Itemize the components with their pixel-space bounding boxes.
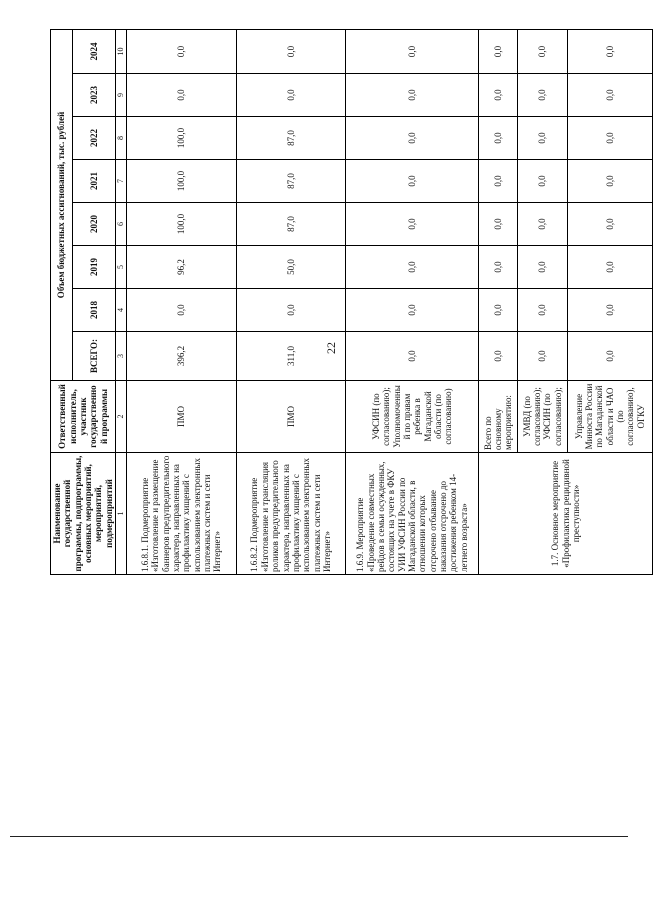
row-value: 100,0 [127, 203, 237, 246]
rotated-table-container [50, 30, 648, 575]
row-value: 0,0 [479, 289, 517, 332]
column-number: 1 [116, 453, 127, 575]
row-value: 0,0 [567, 117, 652, 160]
row-value: 0,0 [479, 29, 517, 73]
budget-table [50, 29, 653, 575]
header-executor: Ответственный исполнитель, участник государственной программы [51, 381, 116, 453]
row-value: 0,0 [479, 74, 517, 117]
row-value: 0,0 [346, 117, 479, 160]
row-value: 396,2 [127, 332, 237, 381]
row-value: 100,0 [127, 117, 237, 160]
header-year: 2020 [72, 203, 115, 246]
column-number: 2 [116, 381, 127, 453]
row-value: 50,0 [236, 246, 346, 289]
column-number: 3 [116, 332, 127, 381]
row-executor: ПМО [127, 381, 237, 453]
row-value: 100,0 [127, 160, 237, 203]
column-number: 10 [116, 29, 127, 73]
table-row [236, 29, 346, 574]
row-value: 0,0 [127, 74, 237, 117]
row-value: 87,0 [236, 203, 346, 246]
row-value: 87,0 [236, 117, 346, 160]
row-name: 1.6.8.1. Подмероприятие «Изготовление и размещение баннеров предупредительного характера, направленных на профилактику хищений с использованием электронных платежных систем и сети Интернет» [127, 453, 237, 575]
header-year: 2018 [72, 289, 115, 332]
row-value: 0,0 [479, 160, 517, 203]
row-value: 0,0 [567, 74, 652, 117]
row-value: 0,0 [517, 160, 567, 203]
page-number: 22 [324, 342, 338, 354]
row-value: 87,0 [236, 160, 346, 203]
row-value: 0,0 [346, 29, 479, 73]
row-value: 0,0 [517, 289, 567, 332]
header-year: 2021 [72, 160, 115, 203]
column-number: 7 [116, 160, 127, 203]
header-year: 2024 [72, 29, 115, 73]
document-table-area [50, 30, 648, 575]
column-number: 6 [116, 203, 127, 246]
row-executor: УФСИН (по согласованию); Уполномоченный по правам ребенка в Магаданской области (по согласованию) [346, 381, 479, 453]
header-year: ВСЕГО: [72, 332, 115, 381]
row-value: 0,0 [517, 332, 567, 381]
row-value: 0,0 [346, 160, 479, 203]
row-value: 0,0 [517, 117, 567, 160]
column-number: 5 [116, 246, 127, 289]
horizontal-rule [10, 836, 628, 837]
row-value: 96,2 [127, 246, 237, 289]
row-value: 0,0 [567, 246, 652, 289]
row-value: 0,0 [127, 289, 237, 332]
row-value: 0,0 [236, 29, 346, 73]
row-value: 0,0 [517, 74, 567, 117]
row-value: 0,0 [479, 246, 517, 289]
column-number: 8 [116, 117, 127, 160]
column-number: 9 [116, 74, 127, 117]
table-row [127, 29, 237, 574]
subrow-executor: УМВД (по согласованию); УФСИН (по согласованию); [517, 381, 567, 453]
subrow-executor: Управление Минюста России по Магаданской области и ЧАО (по согласованию), ОГКУ [567, 381, 652, 453]
table-row [346, 29, 479, 574]
row-name: 1.6.9. Мероприятие «Проведение совместных рейдов в семьи осужденных, состоящих на учете в ФКУ УИИ УФСИН России по Магаданской области, в отношении которых отсрочено отбывание наказания отсрочено до достижения ребенком 14-летнего возраста» [346, 453, 479, 575]
column-number-row [116, 29, 127, 574]
row-value: 0,0 [346, 246, 479, 289]
row-value: 311,0 [236, 332, 346, 381]
row-value: 0,0 [346, 74, 479, 117]
row-value: 0,0 [346, 289, 479, 332]
row-value: 0,0 [517, 203, 567, 246]
row-name: 1.6.8.2. Подмероприятие «Изготовление и трансляция роликов предупредительного характера, направленных на профилактику хищений с использованием электронных платежных систем и сети Интернет» [236, 453, 346, 575]
row-value: 0,0 [517, 246, 567, 289]
subrow-executor: Всего по основному мероприятию: [479, 381, 517, 453]
row-value: 0,0 [567, 203, 652, 246]
row-value: 0,0 [479, 117, 517, 160]
row-value: 0,0 [236, 289, 346, 332]
row-value: 0,0 [567, 160, 652, 203]
row-value: 0,0 [127, 29, 237, 73]
table-row [479, 29, 517, 574]
header-year: 2022 [72, 117, 115, 160]
header-budget-group: Объем бюджетных ассигнований, тыс. рублей [51, 29, 73, 380]
row-value: 0,0 [567, 289, 652, 332]
row-value: 0,0 [567, 332, 652, 381]
row-executor: ПМО [236, 381, 346, 453]
column-number: 4 [116, 289, 127, 332]
row-value: 0,0 [346, 332, 479, 381]
group-name: 1.7. Основное мероприятие «Профилактика рецидивной преступности» [479, 453, 653, 575]
row-value: 0,0 [479, 332, 517, 381]
header-name: Наименование государственной программы, подпрограммы, основных мероприятий, мероприятий, подмероприятий [51, 453, 116, 575]
header-year: 2023 [72, 74, 115, 117]
row-value: 0,0 [567, 29, 652, 73]
row-value: 0,0 [479, 203, 517, 246]
row-value: 0,0 [517, 29, 567, 73]
header-year: 2019 [72, 246, 115, 289]
row-value: 0,0 [236, 74, 346, 117]
row-value: 0,0 [346, 203, 479, 246]
